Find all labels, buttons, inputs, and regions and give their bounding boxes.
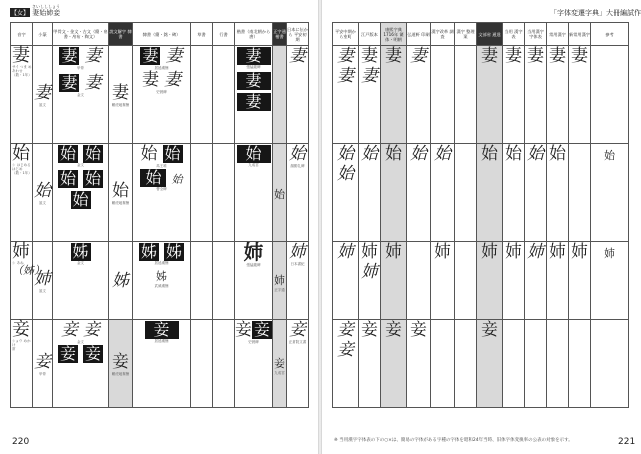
shuowen-cell: 妾 睡虎地秦簡 — [109, 320, 133, 408]
left-glyph-table — [10, 22, 309, 408]
shuowen-cell: 姊 — [109, 242, 133, 320]
heian-cell: 姉 日本書紀 — [287, 242, 309, 320]
regular-cell: 妾 妾 史晨碑 — [235, 320, 273, 408]
left-row-hajime — [11, 144, 309, 242]
seal-cell: 姉 説文 — [33, 242, 53, 320]
col-header: 甲骨文・金文・古文（簡・帛書・帛布・陶文） — [53, 23, 109, 46]
cursive-cell — [191, 46, 213, 144]
zhengzitong-cell: 妾 九成宮 — [273, 320, 287, 408]
left-row-ane — [11, 242, 309, 320]
col-header: 弘道軒 印刷 — [407, 23, 431, 46]
oracle-bronze-cell: 妻 妻 甲骨 妻 妻 金文 — [53, 46, 109, 144]
oracle-bronze-cell: 始 始 金文 始 始 始 — [53, 144, 109, 242]
right-glyph-table — [332, 22, 629, 408]
right-row-tsuma: 妻妻 妻妻 妻 妻 妻 妻 妻 妻 妻 — [333, 46, 629, 144]
seal-cell: 妾 甲骨 — [33, 320, 53, 408]
entry-head: 妾 ショウ めかけ 常 — [11, 320, 33, 408]
col-header: 漢字 整理案 — [455, 23, 477, 46]
col-header: 平安中期から室町 — [333, 23, 359, 46]
radical-tag: 【女】 — [11, 10, 30, 17]
col-header: 行書 — [213, 23, 235, 46]
col-header: 漢字改革 調査 — [431, 23, 455, 46]
col-header: 江戸版本 — [359, 23, 381, 46]
zhengzitong-cell: 姉 正字通 — [273, 242, 287, 320]
col-header: 文部省 通達 — [477, 23, 503, 46]
regular-cell: 妻 張猛龍碑 妻 妻 — [235, 46, 273, 144]
col-header: 康熙字典 1716年 繁体・明朝 — [381, 23, 407, 46]
left-header-row — [11, 23, 309, 46]
regular-cell: 始 九成宮 — [235, 144, 273, 242]
col-header: 当用漢字 字体表 — [525, 23, 547, 46]
col-header: 楷書（南北朝から唐） — [235, 23, 273, 46]
oracle-bronze-cell: 妾 妾 金文 妾 妾 — [53, 320, 109, 408]
col-header: 常用漢字 — [547, 23, 569, 46]
cursive-cell — [191, 242, 213, 320]
right-row-ane: 姉 姉姉 姉 姉 姉 姉 姉 姉 姉 姉 — [333, 242, 629, 320]
regular-cell: 姉 張猛龍碑 — [235, 242, 273, 320]
shuowen-cell: 始 睡虎地秦簡 — [109, 144, 133, 242]
entry-head: 妻 サイ つま めあわせ （数・1年） — [11, 46, 33, 144]
clerical-cell: 妻 妻 居延漢簡 妻 妻 史晨碑 — [133, 46, 191, 144]
left-page-heading — [10, 4, 61, 18]
left-page — [0, 0, 318, 454]
right-page — [322, 0, 640, 454]
entry-head: 姉 シ あね （姊） — [11, 242, 33, 320]
col-header: 音字 — [11, 23, 33, 46]
right-row-hajime: 始始 始 始 始 始 始 始 始 始 始 — [333, 144, 629, 242]
running-cell — [213, 144, 235, 242]
heian-cell: 妻 — [287, 46, 309, 144]
col-header: 隸書（簡・銘・碑） — [133, 23, 191, 46]
heading-ruby: さいしししょう — [32, 4, 60, 9]
rubbing-glyph: 妻 — [61, 46, 78, 65]
oracle-bronze-cell: 姊 金文 — [53, 242, 109, 320]
running-cell — [213, 46, 235, 144]
footnote: ※ 当用漢字字体表の下の○×は、簡易の字体がある字種の字体を昭和24年当時、旧体字体変換率の公表の対象を示す。 — [334, 438, 573, 443]
clerical-cell: 妾 居延漢簡 — [133, 320, 191, 408]
col-header: 参考 — [591, 23, 629, 46]
seal-cell: 妻 説文 — [33, 46, 53, 144]
clerical-cell: 始 始 馬王堆 始 始 曹全碑 — [133, 144, 191, 242]
left-row-tsuma — [11, 46, 309, 144]
heading-characters: 妻始姉妾 — [32, 9, 61, 17]
left-page-number: 220 — [12, 437, 30, 447]
heian-cell: 妾 正倉院文書 — [287, 320, 309, 408]
col-header: 小篆 — [33, 23, 53, 46]
left-row-mekake — [11, 320, 309, 408]
shuowen-cell: 妻 睡虎地秦簡 — [109, 46, 133, 144]
zhengzitong-cell: 始 — [273, 144, 287, 242]
seal-cell: 始 説文 — [33, 144, 53, 242]
right-page-header: 「字体変遷字典」大冊編試作 — [550, 9, 641, 17]
col-header: 草書 — [191, 23, 213, 46]
right-header-row — [333, 23, 629, 46]
right-page-number: 221 — [618, 437, 636, 447]
col-header: 当用 漢字表 — [503, 23, 525, 46]
col-header: 說文解字 隸書 — [109, 23, 133, 46]
entry-head: 始 シ はじめる はじめ （数・1年） — [11, 144, 33, 242]
col-header: 日本に伝から 平安初期 — [287, 23, 309, 46]
cursive-cell — [191, 320, 213, 408]
running-cell — [213, 242, 235, 320]
cursive-cell — [191, 144, 213, 242]
col-header: 正字通 楷書 — [273, 23, 287, 46]
zhengzitong-cell — [273, 46, 287, 144]
clerical-cell: 姊 姊 居延漢簡 姊 武威漢簡 — [133, 242, 191, 320]
running-cell — [213, 320, 235, 408]
col-header: 新常用漢字 — [569, 23, 591, 46]
heian-cell: 始 顔勤礼碑 — [287, 144, 309, 242]
right-row-mekake: 妾妾 妾 妾 妾 妾 — [333, 320, 629, 408]
